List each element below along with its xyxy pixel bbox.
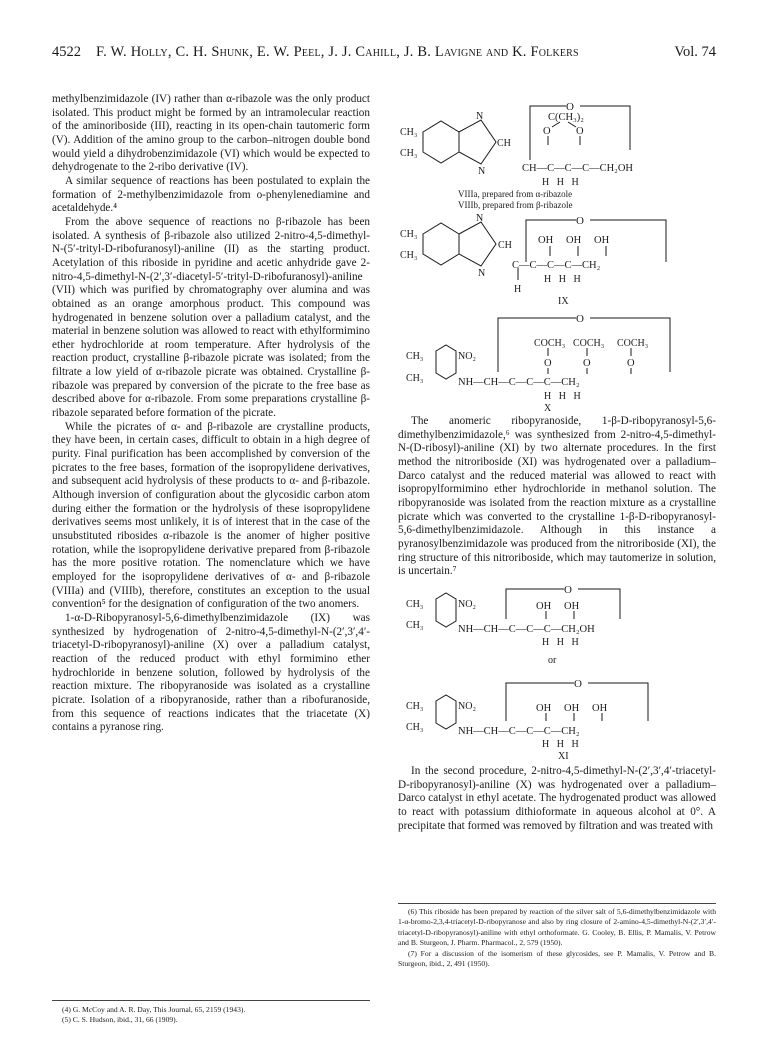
ring-oxygen: O — [576, 215, 584, 227]
hydroxyl: OH — [536, 702, 552, 714]
amino-sugar-chain: NH—CH—C—C—C—CH₂ — [458, 377, 580, 388]
methyl-group: CH₃ — [406, 700, 424, 712]
nitro-group: NO₂ — [458, 598, 476, 610]
ring-oxygen: O — [576, 313, 584, 325]
methyl-group: CH₃ — [406, 351, 424, 362]
hydroxyl: OH — [566, 235, 582, 246]
hydroxyl: OH — [564, 600, 580, 612]
acetyl-oxygen: O — [544, 358, 552, 369]
ring-oxygen: O — [566, 101, 574, 113]
hydroxyl: OH — [594, 235, 610, 246]
acetyl-oxygen: O — [583, 358, 591, 369]
hydrogen-row: H H H — [544, 391, 581, 402]
header-volume: Vol. 74 — [674, 44, 716, 60]
page-number: 4522 — [52, 44, 81, 60]
methyl-group: CH₃ — [400, 229, 418, 240]
hydrogen-row: H H H — [544, 274, 581, 285]
hydroxyl: OH — [564, 702, 580, 714]
acetyl-group: COCH₃ — [573, 338, 605, 349]
ring-oxygen: O — [564, 583, 572, 596]
paragraph: While the picrates of α- and β-ribazole are crystalline products, they have been, in certain cases, difficult to obtain in a high degree of purity. Final purification has been accomplished by conversion of the picrates to the free bases, formation of the isopropylidene derivatives, and subsequent acid hydrolysis of these products to α- and β-ribazole. Although inversion of configuration about the glycosidic carbon atom during either the formation or the hydrolysis of these isopropylidene derivatives seems most unlikely, it is of interest that in the case of the unsubstituted ribosides α-ribazole is the anomer of higher positive rotation, while the isopropylidene derivative prepared from β-ribazole has the more positive rotation. The nomenclature which we have employed for the isopropylidene derivatives of α- and β-ribazole (VIIIa) and (VIIIb), therefore, constitutes an exception to the usual convention⁵ for the designation of configuration of the two anomers. — [52, 420, 370, 611]
nitrogen-atom: N — [476, 213, 484, 224]
ch-group: CH — [498, 240, 512, 251]
paragraph: 1-α-D-Ribopyranosyl-5,6-dimethylbenzimidazole (IX) was synthesized by hydrogenation of 2-nitro-4,5-dimethyl-N-(2′,3′,4′-triacetyl-D-ribopyranosyl)-aniline (X) over a palladium catalyst, reaction of the reduced product with ethyl formimino ether hydrochloride in benzene solution, followed by hydrolysis of the reaction mixture. The ribopyranoside was isolated as a crystalline picrate. Isolation of a ribopyranoside, rather than a ribofuranoside, from this sequence of reactions indicates that the triacetate (X) contains a pyranose ring. — [52, 611, 370, 734]
nitro-group: NO₂ — [458, 351, 476, 362]
structure-viii — [398, 92, 718, 212]
hydroxyl: OH — [592, 702, 608, 714]
header-authors: F. W. Holly, C. H. Shunk, E. W. Peel, J. J. Cahill, J. B. Lavigne and K. Folkers — [96, 44, 579, 60]
acetyl-group: COCH₃ — [534, 338, 566, 349]
ch-group: CH — [497, 138, 511, 149]
paragraph: The anomeric ribopyranoside, 1-β-D-ribopyranosyl-5,6-dimethylbenzimidazole,⁶ was synthesized from 2-nitro-4,5-dimethyl-N-(D-ribosyl)-aniline (XI) by two alternate procedures. In the first method the nitroriboside (XI) was hydrogenated over a palladium–Darco catalyst and the reduced material was allowed to react with isopropylformimino ether hydrochloride in methanol solution. The ribopyranoside was isolated from the reaction mixture as a crystalline picrate which was converted to the crystalline 1-β-D-ribopyranosyl-5,6-dimethylbenzimidazole. Although in this instance a pyranosylbenzimidazole was produced from the nitroriboside (XI), the ring structure of this nitroriboside, which may tautomerize in solution, is uncertain.⁷ — [398, 415, 716, 578]
methyl-group: CH₃ — [400, 127, 418, 138]
paragraph: methylbenzimidazole (IV) rather than α-ribazole was the only product isolated. This product might be formed by an intramolecular reaction of the aminoriboside (III), reacting in its open-chain tautomeric form (V). Addition of the amino group to the carbon–nitrogen double bond would yield a dihydrobenzimidazole (VI) which would be expected to dehydrogenate to the 2-ribo derivative (IV). — [52, 93, 370, 174]
methyl-group: CH₃ — [406, 619, 424, 631]
right-column — [398, 415, 716, 833]
methyl-group: CH₃ — [406, 598, 424, 610]
methyl-group: CH₃ — [406, 373, 424, 384]
hydrogen-atom: H — [514, 284, 522, 295]
methyl-group: CH₃ — [400, 250, 418, 261]
sugar-chain: CH—C—C—C—CH₂OH — [522, 163, 634, 174]
methyl-group: CH₃ — [400, 148, 418, 159]
left-footnotes — [52, 1000, 370, 1026]
compound-label-ix: IX — [558, 296, 569, 307]
structure-x — [398, 310, 718, 414]
hydrogen-row: H H H — [542, 738, 579, 750]
compound-label-xi: XI — [558, 750, 569, 761]
left-column — [52, 93, 370, 735]
compound-label-x: X — [544, 403, 552, 414]
hydroxyl: OH — [538, 235, 554, 246]
structure-xi — [398, 583, 716, 761]
methyl-group: CH₃ — [406, 721, 424, 733]
structure-ix — [398, 212, 718, 312]
right-footnotes — [398, 903, 716, 969]
paragraph: A similar sequence of reactions has been postulated to explain the formation of 2-methylbenzimidazole from o-phenylenediamine and acetaldehyde.⁴ — [52, 174, 370, 215]
hydroxyl: OH — [536, 600, 552, 612]
hydrogen-row: H H H — [542, 177, 579, 188]
acetal-oxygen: O — [576, 126, 584, 137]
sugar-chain: C—C—C—C—CH₂ — [512, 260, 601, 271]
footnote: (5) C. S. Hudson, ibid., 31, 66 (1909). — [62, 1015, 178, 1025]
isopropylidene-label: C(CH₃)₂ — [548, 112, 584, 123]
paragraph: In the second procedure, 2-nitro-4,5-dimethyl-N-(2′,3′,4′-triacetyl-D-ribopyranosyl)-aniline (X) was hydrogenated over a palladium–Darco catalyst in ethyl acetate. The hydrogenated product was allowed to react with potassium dithioformate in aqueous alcohol at 0°. A precipitate that formed was removed by filtration and was treated with — [398, 764, 716, 832]
caption-viiib: VIIIb, prepared from β-ribazole — [458, 200, 573, 210]
nitrogen-atom: N — [476, 111, 484, 122]
acetyl-oxygen: O — [627, 358, 635, 369]
footnote: (7) For a discussion of the isomerism of these glycosides, see P. Mamalis, V. Petrow and B. Sturgeon, ibid., 2, 491 (1950). — [398, 948, 716, 969]
nitrogen-atom: N — [478, 166, 486, 177]
caption-viiia: VIIIa, prepared from α-ribazole — [458, 189, 573, 199]
or-separator: or — [548, 654, 557, 666]
footnote: (4) G. McCoy and A. R. Day, This Journal, 65, 2159 (1943). — [62, 1005, 246, 1014]
running-header — [52, 44, 716, 66]
nitrogen-atom: N — [478, 268, 486, 279]
footnote: (6) This riboside has been prepared by reaction of the silver salt of 5,6-dimethylbenzimidazole with 1-α-bromo-2,3,4-triacetyl-D-ribopyranose and also by ring closure of 2-amino-4,5-dimethyl-N-(2′,3′,4′-triacetyl-D-ribopyranosyl)-aniline with ethyl orthoformate. G. Cooley, B. Ellis, P. Mamalis, V. Petrow and B. Sturgeon, J. Pharm. Pharmacol., 2, 579 (1950). — [398, 907, 716, 948]
amino-sugar-chain: NH—CH—C—C—C—CH₂ — [458, 725, 580, 737]
acetyl-group: COCH₃ — [617, 338, 649, 349]
hydrogen-row: H H H — [542, 636, 579, 648]
acetal-oxygen: O — [543, 126, 551, 137]
amino-sugar-chain: NH—CH—C—C—C—CH₂OH — [458, 623, 595, 635]
paragraph: From the above sequence of reactions no β-ribazole has been isolated. A synthesis of β-ribazole also utilized 2-nitro-4,5-dimethyl-N-(5′-trityl-D-ribofuranosyl)-aniline (II) as the starting product. Acetylation of this riboside in pyridine and acetic anhydride gave 2-nitro-4,5-dimethyl-N-(2′,3′-diacetyl-5′-trityl-D-ribofuranosyl)-aniline (VII) which was purified by chromatography over alumina and was obtained as an orange amorphous product. This compound was hydrogenated in benzene solution over a palladium catalyst, and the material in benzene solution was allowed to react with ethylformimino ether hydrochloride at room temperature. After hydrolysis of the reaction product, crystalline β-ribazole picrate was isolated; from the filtrate a low yield of α-ribazole picrate was obtained. Crystalline β-ribazole was prepared by conversion of the picrate to the free base as described above for α-ribazole. From some preparations crystalline β-ribazole separated before formation of the picrate. — [52, 215, 370, 420]
nitro-group: NO₂ — [458, 700, 476, 712]
ring-oxygen: O — [574, 677, 582, 690]
